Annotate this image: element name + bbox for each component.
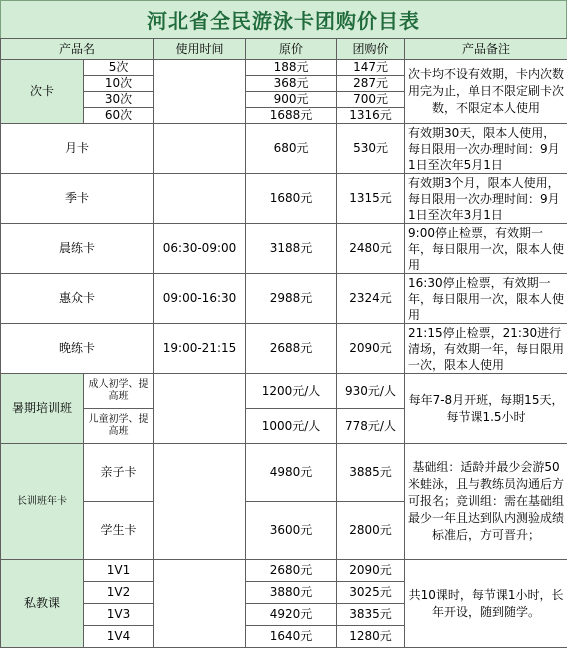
orig-price: 1680元 [246, 174, 337, 224]
group-price: 147元 [337, 60, 405, 76]
product-spec: 1V2 [84, 582, 154, 604]
group-price: 3885元 [337, 444, 405, 502]
orig-price: 3880元 [246, 582, 337, 604]
product-name: 次卡 [1, 60, 84, 124]
product-spec: 10次 [84, 76, 154, 92]
table-row [1, 124, 567, 174]
orig-price: 900元 [246, 92, 337, 108]
orig-price: 188元 [246, 60, 337, 76]
product-spec: 学生卡 [84, 502, 154, 560]
group-price: 778元/人 [337, 409, 405, 444]
group-price: 3835元 [337, 604, 405, 626]
product-name: 长训班年卡 [1, 444, 84, 560]
group-price: 1280元 [337, 626, 405, 648]
product-spec: 1V3 [84, 604, 154, 626]
use-time [154, 560, 246, 648]
table-row [1, 324, 567, 374]
product-note: 21:15停止检票，21:30进行清场，有效期一年，每日限用一次，限本人使用 [405, 324, 567, 374]
product-spec: 儿童初学、提高班 [84, 409, 154, 444]
group-price: 530元 [337, 124, 405, 174]
orig-price: 368元 [246, 76, 337, 92]
table-row [1, 274, 567, 324]
orig-price: 1640元 [246, 626, 337, 648]
group-price: 2480元 [337, 224, 405, 274]
header-time: 使用时间 [154, 39, 246, 60]
product-spec: 1V4 [84, 626, 154, 648]
product-note: 共10课时，每节课1小时，长年开设，随到随学。 [405, 560, 567, 648]
page-title: 河北省全民游泳卡团购价目表 [0, 0, 567, 38]
product-name: 惠众卡 [1, 274, 154, 324]
header-product: 产品名 [1, 39, 154, 60]
group-price: 2090元 [337, 324, 405, 374]
group-price: 287元 [337, 76, 405, 92]
orig-price: 1000元/人 [246, 409, 337, 444]
product-name: 私教课 [1, 560, 84, 648]
product-name: 暑期培训班 [1, 374, 84, 444]
group-price: 930元/人 [337, 374, 405, 409]
header-row [1, 39, 567, 60]
orig-price: 3188元 [246, 224, 337, 274]
product-spec: 60次 [84, 108, 154, 124]
product-spec: 1V1 [84, 560, 154, 582]
product-note: 16:30停止检票，有效期一年，每日限用一次，限本人使用 [405, 274, 567, 324]
orig-price: 2680元 [246, 560, 337, 582]
orig-price: 4980元 [246, 444, 337, 502]
product-note: 9:00停止检票，有效期一年，每日限用一次，限本人使用 [405, 224, 567, 274]
use-time: 19:00-21:15 [154, 324, 246, 374]
header-note: 产品备注 [405, 39, 567, 60]
product-spec: 成人初学、提高班 [84, 374, 154, 409]
use-time [154, 124, 246, 174]
orig-price: 1688元 [246, 108, 337, 124]
group-price: 2090元 [337, 560, 405, 582]
group-price: 700元 [337, 92, 405, 108]
product-name: 晨练卡 [1, 224, 154, 274]
group-price: 1315元 [337, 174, 405, 224]
product-note: 每年7-8月开班，每期15天，每节课1.5小时 [405, 374, 567, 444]
product-name: 晚练卡 [1, 324, 154, 374]
use-time [154, 60, 246, 124]
orig-price: 2988元 [246, 274, 337, 324]
product-name: 季卡 [1, 174, 154, 224]
orig-price: 680元 [246, 124, 337, 174]
group-price: 1316元 [337, 108, 405, 124]
table-row [1, 374, 567, 409]
product-note: 次卡均不设有效期，卡内次数用完为止，单日不限定刷卡次数，不限定本人使用 [405, 60, 567, 124]
product-note: 有效期30天，限本人使用，每日限用一次办理时间：9月1日至次年5月1日 [405, 124, 567, 174]
orig-price: 4920元 [246, 604, 337, 626]
table-row [1, 444, 567, 502]
group-price: 3025元 [337, 582, 405, 604]
use-time: 09:00-16:30 [154, 274, 246, 324]
table-row [1, 60, 567, 76]
product-spec: 5次 [84, 60, 154, 76]
product-name: 月卡 [1, 124, 154, 174]
orig-price: 1200元/人 [246, 374, 337, 409]
use-time: 06:30-09:00 [154, 224, 246, 274]
product-note: 有效期3个月，限本人使用，每日限用一次办理时间：9月1日至次年3月1日 [405, 174, 567, 224]
table-row [1, 224, 567, 274]
use-time [154, 444, 246, 560]
table-row [1, 174, 567, 224]
header-group: 团购价 [337, 39, 405, 60]
orig-price: 2688元 [246, 324, 337, 374]
price-table [0, 38, 567, 648]
orig-price: 3600元 [246, 502, 337, 560]
header-orig: 原价 [246, 39, 337, 60]
group-price: 2800元 [337, 502, 405, 560]
group-price: 2324元 [337, 274, 405, 324]
product-note: 基础组：适龄并最少会游50米蛙泳，且与教练员沟通后方可报名；竞训组：需在基础组最少一年且达到队内测验成绩标准后，方可晋升； [405, 444, 567, 560]
use-time [154, 174, 246, 224]
product-spec: 亲子卡 [84, 444, 154, 502]
table-row [1, 560, 567, 582]
use-time [154, 374, 246, 444]
product-spec: 30次 [84, 92, 154, 108]
